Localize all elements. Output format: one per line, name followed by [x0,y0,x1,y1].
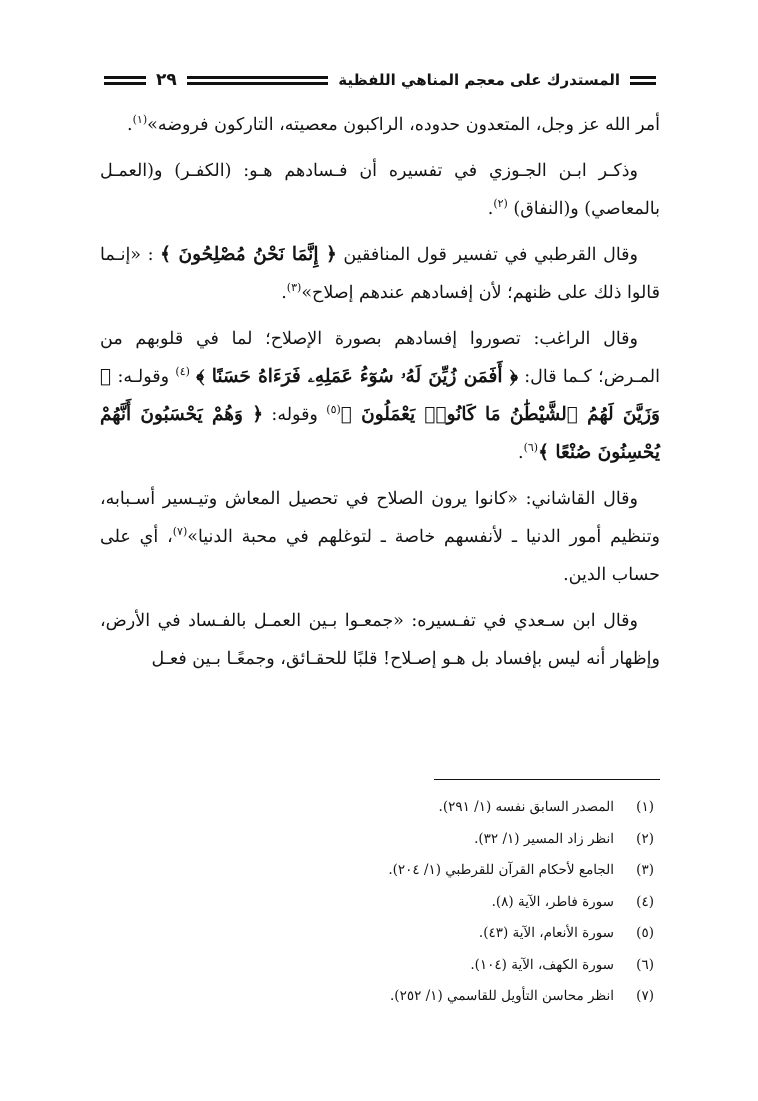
quran-verse: ﴿ وَهُمْ يَحْسَبُونَ أَنَّهُمْ يُحْسِنُونَ صُنْعًا ﴾ [100,404,660,463]
paragraph-text: وقال الراغب: تصوروا إفسادهم بصورة الإصلاح؛ لما في قلوبهم من المـرض؛ كـما قال: [100,329,660,387]
footnote-ref: (٦) [523,441,539,455]
page-header [104,62,656,98]
footnotes-list [100,792,660,1013]
footnote-number: (٤) [636,893,654,910]
footnote-ref: (١) [132,113,148,127]
book-title: المستدرك على معجم المناهي اللفظية [338,71,620,89]
footnote-text: المصدر السابق نفسه (١/ ٢٩١). [438,799,614,815]
paragraph [100,152,660,228]
paragraph-text: وقال القاشاني: «كانوا يرون الصلاح في تحصيل المعاش وتيـسير أسـبابه، وتنظيم أمور الدنيا ـ لأنفسهم خاصة ـ لتوغلهم في محبة الدنيا» [100,489,660,547]
footnote-number: (١) [636,799,654,815]
footnote-item [100,792,660,824]
quran-verse: ﴿ أَفَمَن زُيِّنَ لَهُۥ سُوٓءُ عَمَلِهِۦ فَرَءَاهُ حَسَنًا ﴾ [196,366,518,387]
paragraph-text: وقال القرطبي في تفسير قول المنافقين [336,245,638,265]
footnote-separator [434,779,660,780]
paragraph [100,320,660,472]
paragraph [100,236,660,312]
footnote-text: انظر زاد المسير (١/ ٣٢). [474,830,614,847]
paragraph-text: أمر الله عز وجل، المتعدون حدوده، الراكبون معصيته، التاركون فروضه» [147,115,660,135]
footnote-number: (٣) [636,862,654,878]
quran-verse: ﴿ وَزَيَّنَ لَهُمُ ٱلشَّيْطَٰنُ مَا كَانُوا۟ يَعْمَلُونَ ﴾ [100,366,660,425]
footnote-number: (٥) [636,925,654,941]
footnote-number: (٦) [636,956,654,973]
footnote-text: سورة الكهف، الآية (١٠٤). [470,956,614,973]
header-rule-start [630,76,656,85]
footnote-item [100,950,660,982]
paragraph-text: . [127,115,133,135]
footnote-text: انظر محاسن التأويل للقاسمي (١/ ٢٥٢). [390,988,614,1004]
footnote-item [100,918,660,950]
quran-verse: ﴿ إِنَّمَا نَحْنُ مُصْلِحُونَ ﴾ [160,244,337,265]
body-text [100,106,660,686]
footnote-number: (٧) [636,988,654,1004]
footnote-item [100,824,660,856]
footnote-item [100,855,660,887]
paragraph-text: وقال ابن سـعدي في تفـسيره: «جمعـوا بـين العمـل بالفـساد في الأرض، وإظهار أنه ليس بإفساد بل هـو إصـلاح! قلبًا للحقـائق، وجمعًـا بـين فعـل [100,611,660,669]
paragraph-text: ، أي على حساب الدين. [100,527,660,585]
header-rule-end [104,76,146,85]
paragraph [100,480,660,594]
header-rule-middle [187,76,329,85]
footnote-text: سورة فاطر، الآية (٨). [491,893,614,910]
footnote-item [100,981,660,1013]
footnote-ref: (٧) [172,525,188,539]
footnote-ref: (٥) [326,403,341,417]
paragraph-text: : «إنـما قالوا ذلك على ظنهم؛ لأن إفسادهم عندهم إصلاح» [100,245,660,303]
paragraph [100,106,660,144]
footnote-text: سورة الأنعام، الآية (٤٣). [478,925,614,941]
paragraph-text: وقولـه: [111,367,176,387]
paragraph [100,602,660,678]
footnote-ref: (٣) [286,281,302,295]
paragraph-text: . [518,443,524,463]
paragraph-text: وقوله: [263,405,327,425]
footnote-ref: (٢) [493,197,508,211]
footnote-item [100,887,660,919]
footnote-ref: (٤) [175,365,190,379]
paragraph-text: . [281,283,287,303]
footnote-text: الجامع لأحكام القرآن للقرطبي (١/ ٢٠٤). [388,862,614,878]
paragraph-text: . [487,199,494,219]
footnote-number: (٢) [636,830,654,847]
paragraph-text: وذكـر ابـن الجـوزي في تفسيره أن فـسادهم هـو: (الكفـر) و(العمـل بالمعاصي) و(النفاق) [100,161,660,219]
page-number: ٢٩ [156,70,177,90]
